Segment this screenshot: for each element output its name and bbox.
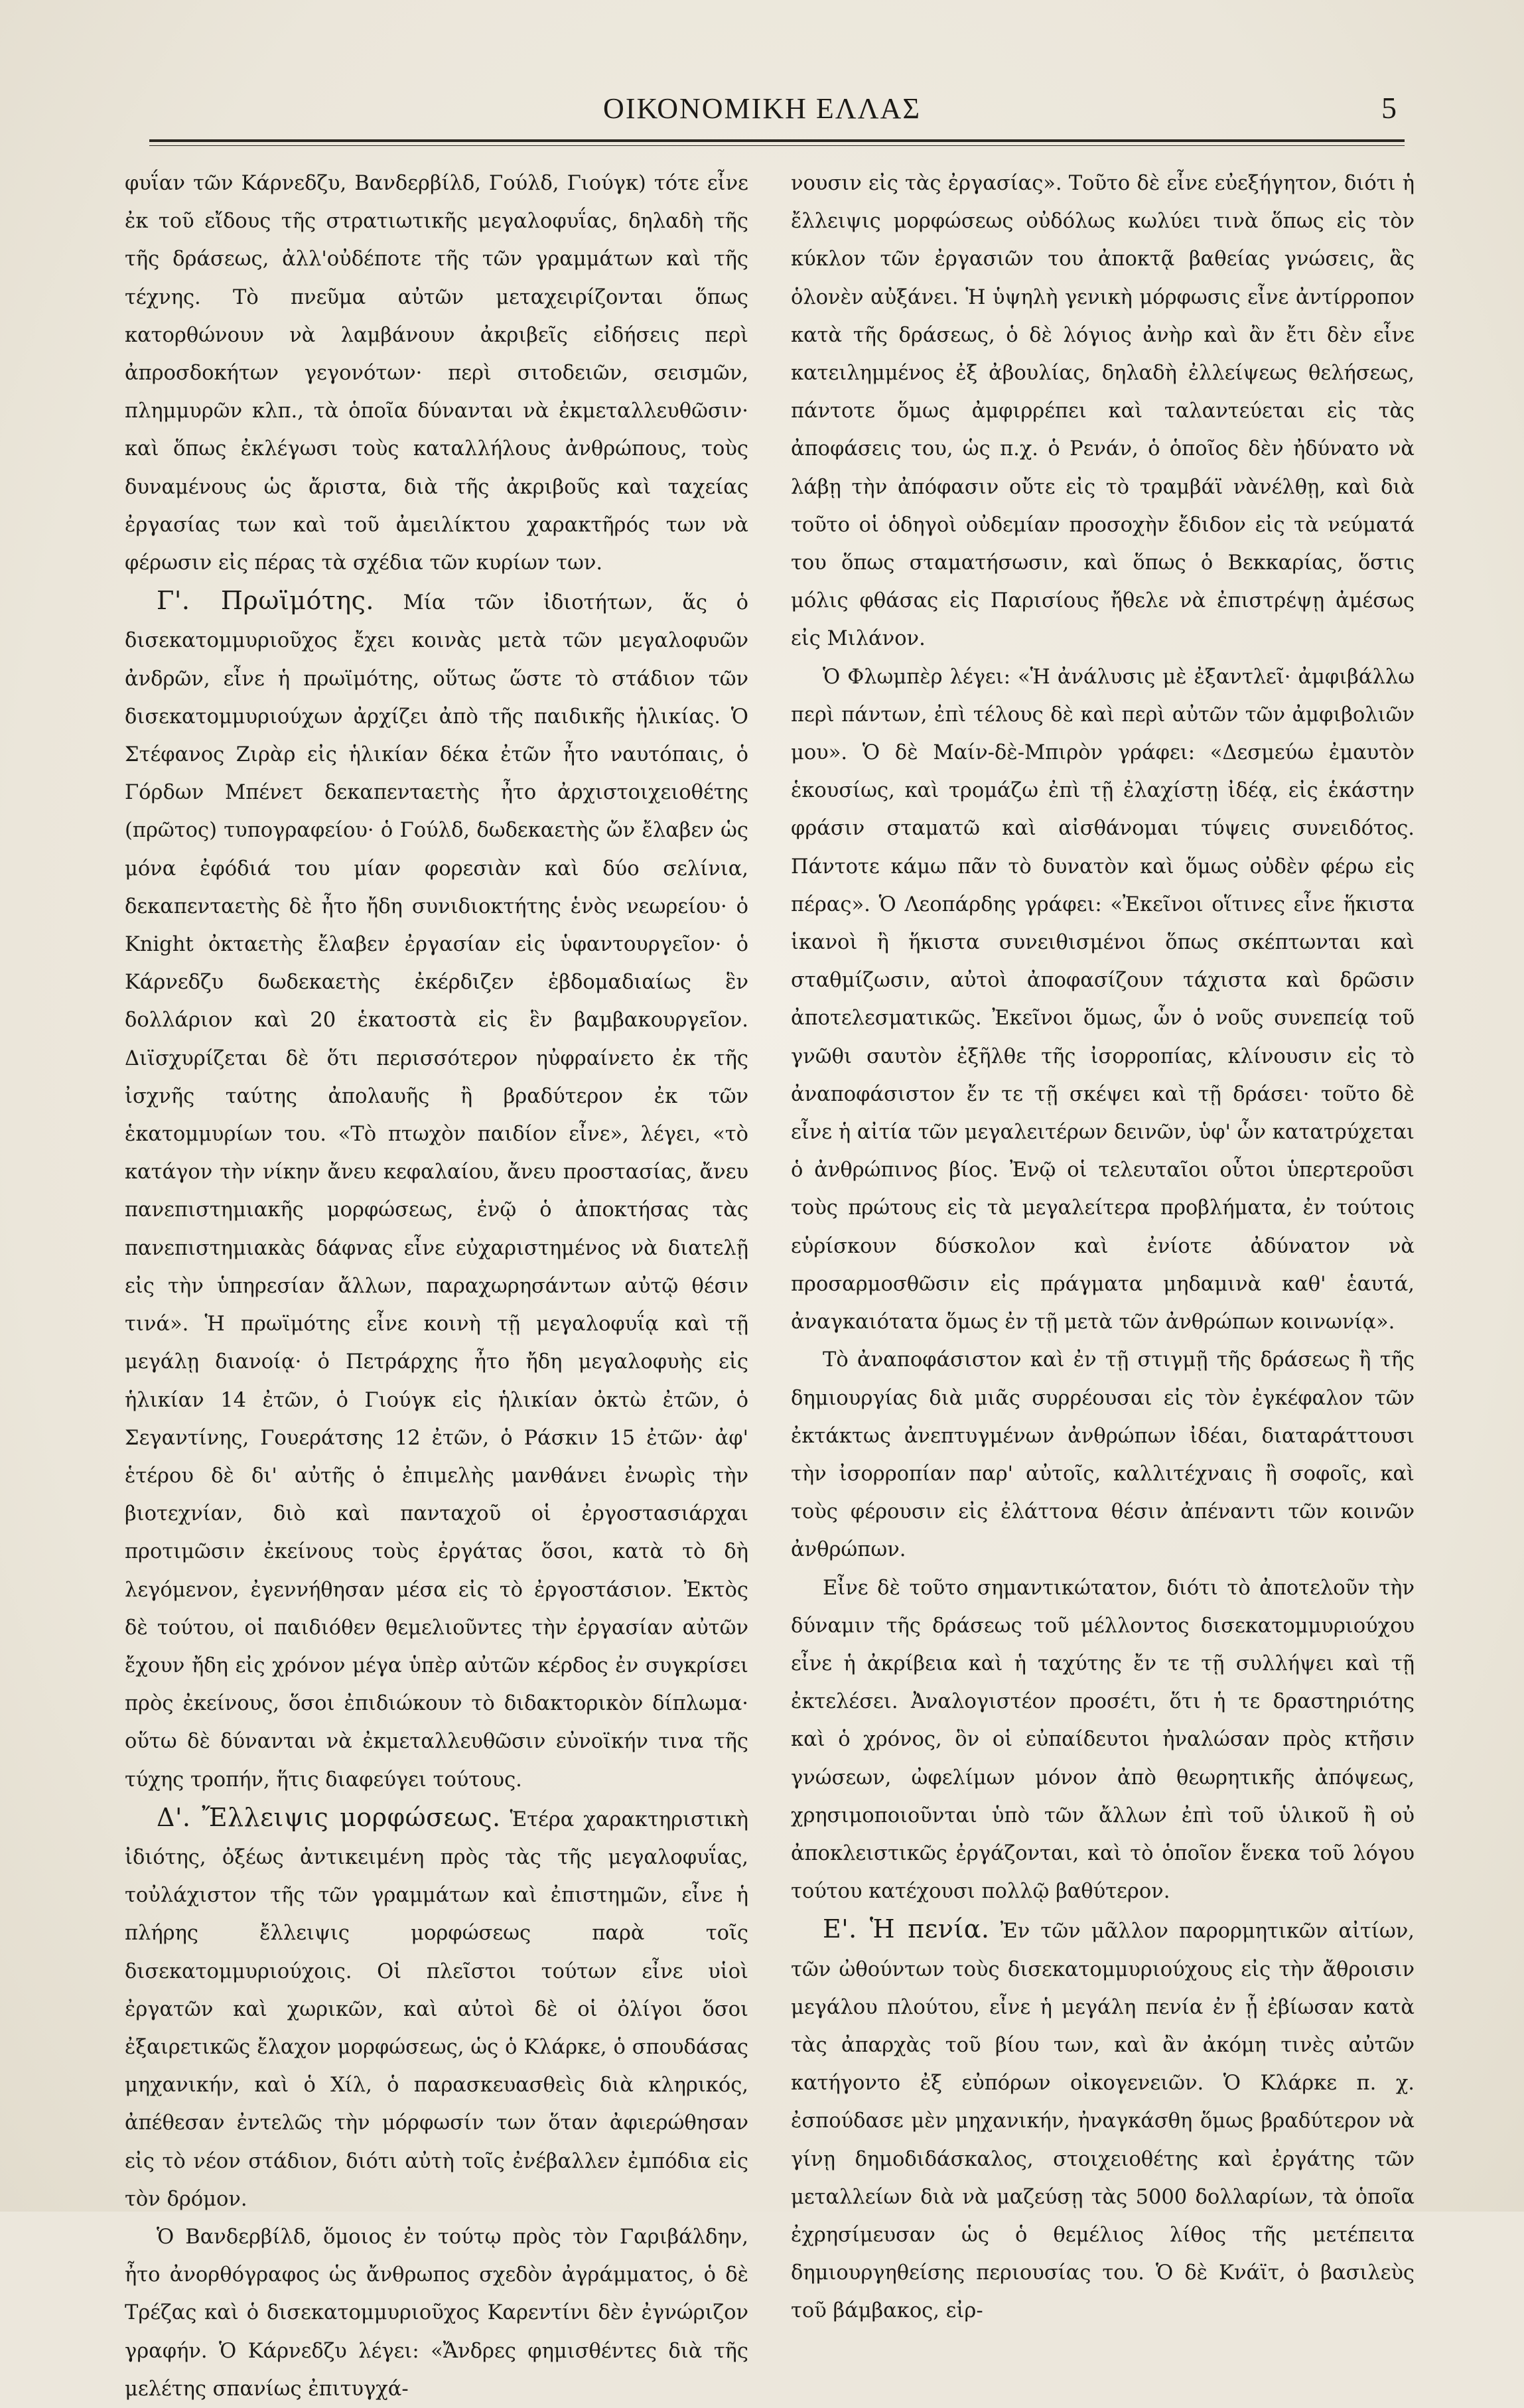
page-number: 5 <box>1381 91 1397 125</box>
paragraph: Ὁ Φλωμπὲρ λέγει: «Ἡ ἀνάλυσις μὲ ἐξαντλεῖ· ἀμφιβάλλω περὶ πάντων, ἐπὶ τέλους δὲ καὶ περὶ αὐτῶν τῶν ἀμφιβολιῶν μου». Ὁ δὲ Μαίν-δὲ-Μπιρὸν γράφει: «Δεσμεύω ἐμαυτὸν ἑκουσίως, καὶ τρομάζω ἐπὶ τῇ ἐλαχίστῃ ἰδέᾳ, εἰς ἑκάστην φράσιν σταματῶ καὶ αἰσθάνομαι τύψεις συνειδότος. Πάντοτε κάμω πᾶν τὸ δυνατὸν καὶ ὅμως οὐδὲν φέρω εἰς πέρας». Ὁ Λεοπάρδης γράφει: «Ἐκεῖνοι οἵτινες εἶνε ἥκιστα ἱκανοὶ ἢ ἥκιστα συνειθισμένοι ὅπως σκέπτωνται καὶ σταθμίζωσιν, αὐτοὶ ἀποφασίζουν τάχιστα καὶ δρῶσιν ἀποτελεσματικῶς. Ἐκεῖνοι ὅμως, ὧν ὁ νοῦς συνεπείᾳ τοῦ γνῶθι σαυτὸν ἐξῆλθε τῆς ἰσορροπίας, κλίνουσιν εἰς τὸ ἀναποφάσιστον ἔν τε τῇ σκέψει καὶ τῇ δράσει· τοῦτο δὲ εἶνε ἡ αἰτία τῶν μεγαλειτέρων δεινῶν, ὑφ' ὧν κατατρύχεται ὁ ἀνθρώπινος βίος. Ἐνῷ οἱ τελευταῖοι οὗτοι ὑπερτεροῦσι τοὺς πρώτους εἰς τὰ μεγαλείτερα προβλήματα, ἐν τούτοις εὑρίσκουν δύσκολον καὶ ἐνίοτε ἀδύνατον νὰ προσαρμοσθῶσιν εἰς πράγματα μηδαμινὰ καθ' ἑαυτά, ἀναγκαιότατα ὅμως ἐν τῇ μετὰ τῶν ἀνθρώπων κοινωνίᾳ». <box>791 665 1415 1334</box>
paragraph: Εἶνε δὲ τοῦτο σημαντικώτατον, διότι τὸ ἀποτελοῦν τὴν δύναμιν τῆς δράσεως τοῦ μέλλοντος δισεκατομμυριούχου εἶνε ἡ ἀκρίβεια καὶ ἡ ταχύτης ἔν τε τῇ συλλήψει καὶ τῇ ἐκτελέσει. Ἀναλογιστέον προσέτι, ὅτι ἡ τε δραστηριότης καὶ ὁ χρόνος, ὃν οἱ εὐπαίδευτοι ἠναλώσαν πρὸς κτῆσιν γνώσεων, ὠφελίμων μόνον ἀπὸ θεωρητικῆς ἀπόψεως, χρησιμοποιοῦνται ὑπὸ τῶν ἄλλων ἐπὶ τοῦ ὑλικοῦ ἢ οὐ ἀποκλειστικῶς ἐργάζονται, καὶ τὸ ὁποῖον ἕνεκα τοῦ λόγου τούτου κατέχουσι πολλῷ βαθύτερον. <box>791 1576 1415 1904</box>
paragraph <box>125 1799 748 2218</box>
paragraph-text: Μία τῶν ἰδιοτήτων, ἅς ὁ δισεκατομμυριοῦχος ἔχει κοινὰς μετὰ τῶν μεγαλοφυῶν ἀνδρῶν, εἶνε ἡ πρωϊμότης, οὕτως ὥστε τὸ στάδιον τῶν δισεκατομμυριούχων ἀρχίζει ἀπὸ τῆς παιδικῆς ἡλικίας. Ὁ Στέφανος Ζιρὰρ εἰς ἡλικίαν δέκα ἐτῶν ἦτο ναυτόπαις, ὁ Γόρδων Μπένετ δεκαπενταετὴς ἦτο ἀρχιστοιχειοθέτης (πρῶτος) τυπογραφείου· ὁ Γούλδ, δωδεκαετὴς ὤν ἔλαβεν ὡς μόνα ἐφόδιά του μίαν φορεσιὰν καὶ δύο σελίνια, δεκαπενταετὴς δὲ ἦτο ἤδη συνιδιοκτήτης ἑνὸς νεωρείου· ὁ Knight ὀκταετὴς ἔλαβεν ἐργασίαν εἰς ὑφαντουργεῖον· ὁ Κάρνεδζυ δωδεκαετὴς ἐκέρδιζεν ἑβδομαδιαίως ἓν δολλάριον καὶ 20 ἑκατοστὰ εἰς ἓν βαμβακουργεῖον. Διϊσχυρίζεται δὲ ὅτι περισσότερον ηὐφραίνετο ἐκ τῆς ἰσχνῆς ταύτης ἀπολαυῆς ἢ βραδύτερον ἐκ τῶν ἑκατομμυρίων του. «Τὸ πτωχὸν παιδίον εἶνε», λέγει, «τὸ κατάγον τὴν νίκην ἄνευ κεφαλαίου, ἄνευ προστασίας, ἄνευ πανεπιστημιακῆς μορφώσεως, ἐνῷ ὁ ἀποκτήσας τὰς πανεπιστημιακὰς δάφνας εἶνε εὐχαριστημένος νὰ διατελῇ εἰς τὴν ὑπηρεσίαν ἄλλων, παραχωρησάντων αὐτῷ θέσιν τινά». Ἡ πρωϊμότης εἶνε κοινὴ τῇ μεγαλοφυΐᾳ καὶ τῇ μεγάλῃ διανοίᾳ· ὁ Πετράρχης ἦτο ἤδη μεγαλοφυὴς εἰς ἡλικίαν 14 ἐτῶν, ὁ Γιούγκ εἰς ἡλικίαν ὀκτὼ ἐτῶν, ὁ Σεγαντίνης, Γουεράτσης 12 ἐτῶν, ὁ Ράσκιν 15 ἐτῶν· ἀφ' ἑτέρου δὲ δι' αὐτῆς ὁ ἐπιμελὴς μανθάνει ἐνωρὶς τὴν βιοτεχνίαν, διὸ καὶ πανταχοῦ οἱ ἐργοστασιάρχαι προτιμῶσιν ἐκείνους τοὺς ἐργάτας ὅσοι, κατὰ τὸ δὴ λεγόμενον, ἐγεννήθησαν μέσα εἰς τὸ ἐργοστάσιον. Ἐκτὸς δὲ τούτου, οἱ παιδιόθεν θεμελιοῦντες τὴν ἐργασίαν αὐτῶν ἔχουν ἤδη εἰς χρόνον μέγα ὑπὲρ αὐτῶν κέρδος ἐν συγκρίσει πρὸς ἐκείνους, ὅσοι ἐπιδιώκουν τὸ διδακτορικὸν δίπλωμα· οὕτω δὲ δύνανται νὰ ἐκμεταλλευθῶσιν εὐνοϊκήν τινα τῆς τύχης τροπήν, ἥτις διαφεύγει τούτους. <box>125 591 748 1792</box>
paragraph-text: Ἐν τῶν μᾶλλον παρορμητικῶν αἰτίων, τῶν ὠθούντων τοὺς δισεκατομμυριούχους εἰς τὴν ἄθροισιν μεγάλου πλούτου, εἶνε ἡ μεγάλη πενία ἐν ᾗ ἐβίωσαν κατὰ τὰς ἀπαρχὰς τοῦ βίου των, καὶ ἂν ἀκόμη τινὲς αὐτῶν κατήγοντο ἐξ εὐπόρων οἰκογενειῶν. Ὁ Κλάρκε π. χ. ἐσπούδασε μὲν μηχανικήν, ἠναγκάσθη ὅμως βραδύτερον νὰ γίνῃ δημοδιδάσκαλος, στοιχειοθέτης καὶ ἐργάτης τῶν μεταλλείων διὰ νὰ μαζεύσῃ τὰς 5000 δολλαρίων, τὰ ὁποῖα ἐχρησίμευσαν ὡς ὁ θεμέλιος λίθος τῆς μετέπειτα δημιουργηθείσης περιουσίας του. Ὁ δὲ Κνάϊτ, ὁ βασιλεὺς τοῦ βάμβακος, εἰρ- <box>791 1920 1415 2323</box>
right-column <box>791 165 1415 2323</box>
paragraph: φυΐαν τῶν Κάρνεδζυ, Βανδερβίλδ, Γούλδ, Γιούγκ) τότε εἶνε ἐκ τοῦ εἴδους τῆς στρατιωτικῆς μεγαλοφυΐας, δηλαδὴ τῆς τῆς δράσεως, ἀλλ'οὐδέποτε τῆς τῶν γραμμάτων καὶ τῆς τέχνης. Τὸ πνεῦμα αὐτῶν μεταχειρίζονται ὅπως κατορθώνουν νὰ λαμβάνουν ἀκριβεῖς εἰδήσεις περὶ ἀπροσδοκήτων γεγονότων· περὶ σιτοδειῶν, σεισμῶν, πλημμυρῶν κλπ., τὰ ὁποῖα δύνανται νὰ ἐκμεταλλευθῶσιν· καὶ ὅπως ἐκλέγωσι τοὺς καταλλήλους ἀνθρώπους, τοὺς δυναμένους ὡς ἄριστα, διὰ τῆς ἀκριβοῦς καὶ ταχείας ἐργασίας των καὶ τοῦ ἀμειλίκτου χαρακτῆρός των νὰ φέρωσιν εἰς πέρας τὰ σχέδια τῶν κυρίων των. <box>125 172 748 575</box>
paragraph-text: Ἑτέρα χαρακτηριστικὴ ἰδιότης, ὀξέως ἀντικειμένη πρὸς τὰς τῆς μεγαλοφυΐας, τοὐλάχιστον τῆς τῶν γραμμάτων καὶ ἐπιστημῶν, εἶνε ἡ πλήρης ἔλλειψις μορφώσεως παρὰ τοῖς δισεκατομμυριούχοις. Οἱ πλεῖστοι τούτων εἶνε υἱοὶ ἐργατῶν καὶ χωρικῶν, καὶ αὐτοὶ δὲ οἱ ὀλίγοι ὅσοι ἐξαιρετικῶς ἔλαχον μορφώσεως, ὡς ὁ Κλάρκε, ὁ σπουδάσας μηχανικήν, καὶ ὁ Χίλ, ὁ παρασκευασθεὶς διὰ κληρικός, ἀπέθεσαν ἐντελῶς τὴν μόρφωσίν των ὅταν ἀφιερώθησαν εἰς τὸ νέον στάδιον, διότι αὐτὴ τοῖς ἐνέβαλλεν ἐμπόδια εἰς τὸν δρόμον. <box>125 1807 748 2211</box>
section-heading: Ε'. Ἡ πενία. <box>823 1914 990 1944</box>
paragraph: Ὁ Βανδερβίλδ, ὅμοιος ἐν τούτῳ πρὸς τὸν Γαριβάλδην, ἦτο ἀνορθόγραφος ὡς ἄνθρωπος σχεδὸν ἀγράμματος, ὁ δὲ Τρέζας καὶ ὁ δισεκατομμυριοῦχος Καρεντίνι δὲν ἐγνώριζον γραφήν. Ὁ Κάρνεδζυ λέγει: «Ἄνδρες φημισθέντες διὰ τῆς μελέτης σπανίως ἐπιτυγχά- <box>125 2225 748 2401</box>
header-rule <box>149 139 1405 146</box>
section-heading: Δ'. Ἔλλειψις μορφώσεως. <box>157 1802 501 1832</box>
section-heading: Γ'. Πρωϊμότης. <box>157 586 374 616</box>
paragraph <box>791 1910 1415 2330</box>
paragraph: Τὸ ἀναποφάσιστον καὶ ἐν τῇ στιγμῇ τῆς δράσεως ἢ τῆς δημιουργίας διὰ μιᾶς συρρέουσαι εἰς τὸν ἐγκέφαλον τῶν ἐκτάκτως ἀνεπτυγμένων ἀνθρώπων ἰδέαι, διαταράττουσι τὴν ἰσορροπίαν παρ' αὐτοῖς, καλλιτέχναις ἢ σοφοῖς, καὶ τοὺς φέρουσιν εἰς ἐλάττονα θέσιν ἀπέναντι τῶν κοινῶν ἀνθρώπων. <box>791 1348 1415 1562</box>
running-head: ΟΙΚΟΝΟΜΙΚΗ ΕΛΛΑΣ <box>603 92 921 125</box>
left-column <box>125 165 748 2401</box>
paragraph <box>125 582 748 1799</box>
paragraph: νουσιν εἰς τὰς ἐργασίας». Τοῦτο δὲ εἶνε εὐεξήγητον, διότι ἡ ἔλλειψις μορφώσεως οὐδόλως κωλύει τινὰ ὅπως εἰς τὸν κύκλον τῶν ἐργασιῶν του ἀποκτᾷ βαθείας γνώσεις, ἃς ὁλονὲν αὐξάνει. Ἡ ὑψηλὴ γενικὴ μόρφωσις εἶνε ἀντίρροπον κατὰ τῆς δράσεως, ὁ δὲ λόγιος ἀνὴρ καὶ ἂν ἔτι δὲν εἶνε κατειλημμένος ἐξ ἀβουλίας, δηλαδὴ ἐλλείψεως θελήσεως, πάντοτε ὅμως ἀμφιρρέπει καὶ ταλαντεύεται εἰς τὰς ἀποφάσεις του, ὡς π.χ. ὁ Ρενάν, ὁ ὁποῖος δὲν ἠδύνατο νὰ λάβῃ τὴν ἀπόφασιν οὔτε εἰς τὸ τραμβάϊ νὰνέλθῃ, καὶ διὰ τοῦτο οἱ ὁδηγοὶ οὐδεμίαν προσοχὴν ἔδιδον εἰς τὰ νεύματά του ὅπως σταματήσωσιν, καὶ ὅπως ὁ Βεκκαρίας, ὅστις μόλις φθάσας εἰς Παρισίους ἤθελε νὰ ἐπιστρέψῃ ἀμέσως εἰς Μιλάνον. <box>791 172 1415 651</box>
